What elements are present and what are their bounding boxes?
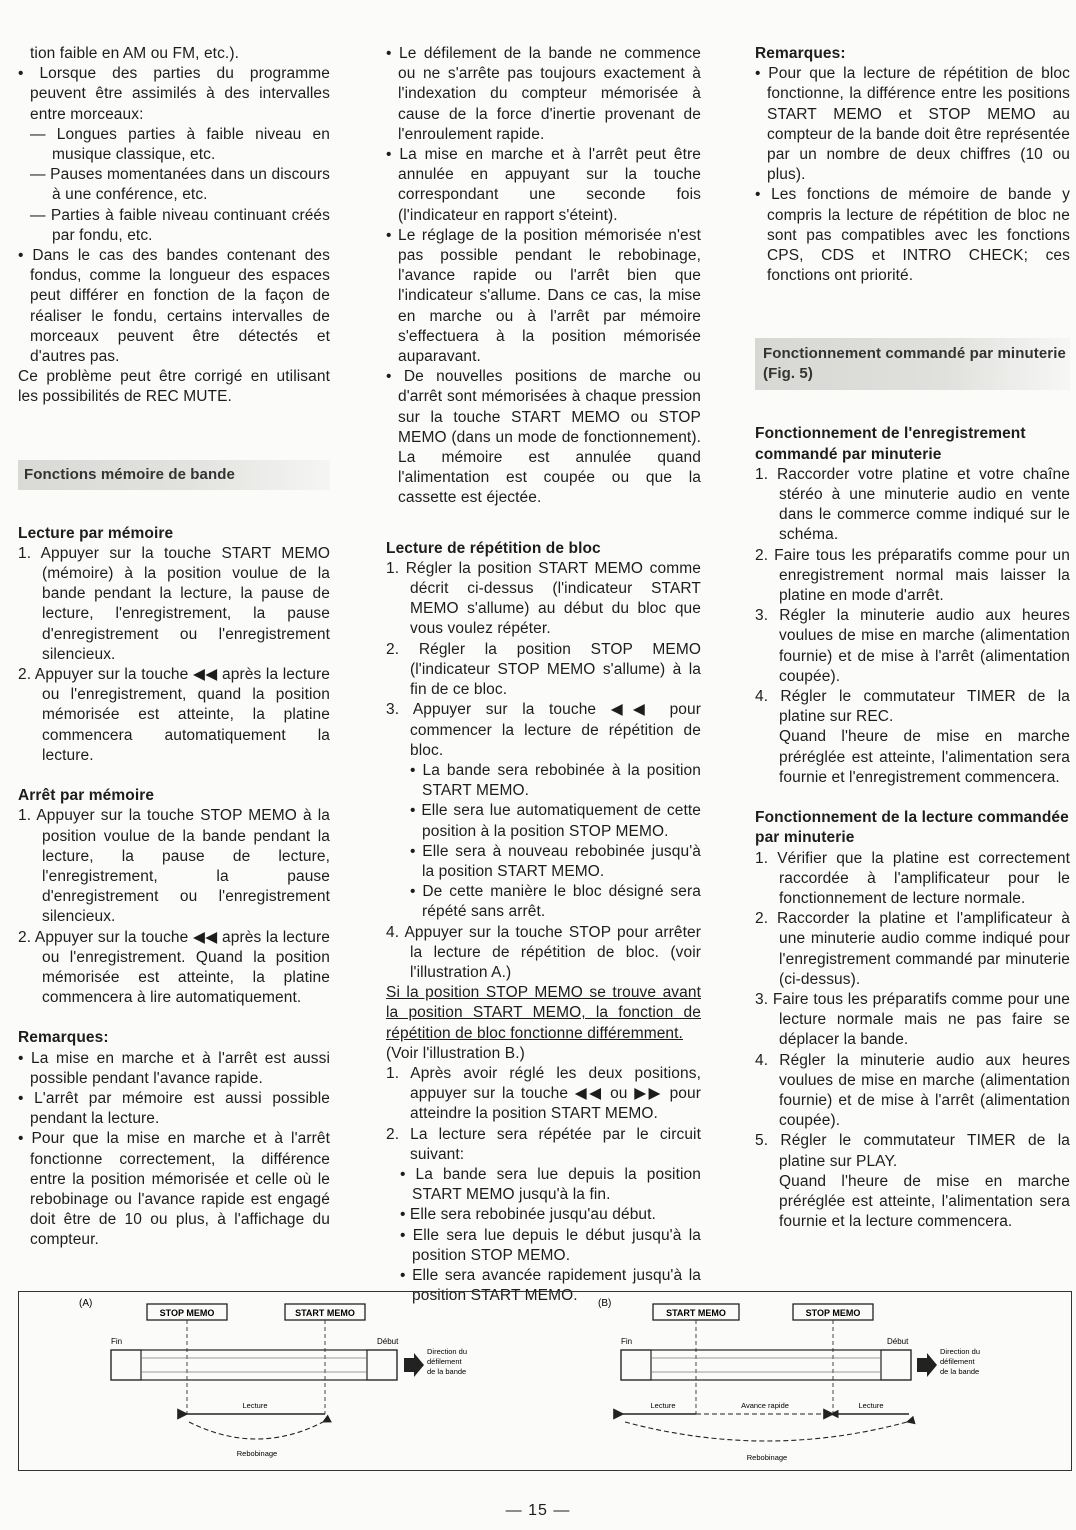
underlined-note: Si la position STOP MEMO se trouve avant la position START MEMO, la fonction de répétition de bloc fonctionne différemment. [386,984,701,1042]
numbered-item: 4. Régler le commutateur TIMER de la platine sur REC. [755,688,1070,726]
numbered-item: 1. Appuyer sur la touche START MEMO (mémoire) à la position voulue de la bande pendant la lecture, la pause de lecture, l'enregistrement, la pause d'enregistrement ou l'enregistrement silencieux. [18,544,330,663]
rewind-arc [189,1422,323,1439]
paragraph: (Voir l'illustration B.) [386,1044,525,1062]
tape-start-label: Début [887,1337,909,1346]
paragraph: tion faible en AM ou FM, etc.). [30,45,239,62]
numbered-item: 1. Régler la position START MEMO comme décrit ci-dessus (l'indicateur START MEMO s'allume) au début du bloc que vous voulez répéter. [386,559,701,638]
direction-line-1: Direction du [427,1347,468,1356]
bullet-item: • L'arrêt par mémoire est aussi possible pendant la lecture. [18,1089,330,1128]
numbered-item: 4. Régler la minuterie audio aux heures voulues de mise en marche (alimentation fournie) et de mise à l'arrêt (alimentation coupée). [755,1051,1070,1130]
subheading: Remarques: [18,1029,109,1047]
numbered-item: 1. Vérifier que la platine est correctement raccordée à l'amplificateur pour le fonctionnement de lecture normale. [755,849,1070,907]
numbered-item: 1. Appuyer sur la touche STOP MEMO à la position voulue de la bande pendant la lecture, la pause de lecture, l'enregistrement, la pause d'enregistrement ou l'enregistrement silencieux. [18,807,330,926]
dash-item: — Longues parties à faible niveau en musique classique, etc. [30,125,330,164]
tape-end-label: Fin [621,1337,633,1346]
sub-bullet-item: • Elle sera rebobinée jusqu'au début. [400,1206,656,1224]
subheading: Fonctionnement de la lecture commandée par minuterie [755,809,1069,847]
numbered-item: 1. Après avoir réglé les deux positions, appuyer sur la touche ◀◀ ou ▶▶ pour atteindre la position START MEMO. [386,1064,701,1123]
sub-bullet-item: • Elle sera lue automatiquement de cette position à la position STOP MEMO. [410,802,701,840]
numbered-item: 4. Appuyer sur la touche STOP pour arrêter la lecture de répétition de bloc. (voir l'illustration A.) [386,923,701,981]
sub-bullet-item: • Elle sera à nouveau rebobinée jusqu'à la position START MEMO. [410,842,701,880]
stop-memo-label: STOP MEMO [159,1308,215,1318]
play-label-1: Lecture [650,1401,676,1410]
direction-arrow-icon [917,1353,937,1377]
figure-drawing [19,1292,1070,1469]
tape-start-reel [367,1350,397,1380]
direction-line-1: Direction du [940,1347,981,1356]
sub-bullet-item: • Elle sera lue depuis le début jusqu'à la position STOP MEMO. [400,1226,701,1264]
sub-bullet-item: • Elle sera avancée rapidement jusqu'à la position START MEMO. [400,1266,701,1305]
diagram-b-label: (B) [598,1298,612,1309]
subheading: Fonctionnement de l'enregistrement commandé par minuterie [755,425,1026,463]
direction-arrow-icon [404,1353,424,1377]
numbered-item: 2. La lecture sera répétée par le circuit suivant: [386,1125,701,1163]
sub-bullet-item: • La bande sera lue depuis la position START MEMO jusqu'à la fin. [400,1165,701,1204]
rewind-arc [625,1422,907,1441]
subheading: Arrêt par mémoire [18,787,155,805]
subheading: Remarques: [755,45,846,62]
dash-item: — Parties à faible niveau continuant créés par fondu, etc. [30,206,330,244]
sub-bullet-item: • De cette manière le bloc désigné sera répété sans arrêt. [410,883,701,921]
sub-bullet-item: • La bande sera rebobinée à la position START MEMO. [410,761,701,800]
bullet-item: • De nouvelles positions de marche ou d'arrêt sont mémorisées à chaque pression sur la touche START MEMO ou STOP MEMO (dans un mode de fonctionnement). La mémoire est annulée quand l'alimentation est coupée ou que la cassette est éjectée. [386,368,701,507]
direction-line-2: défilement [940,1357,975,1366]
tape [621,1350,911,1380]
bullet-item: • Pour que la lecture de répétition de bloc fonctionne, la différence entre les positions START MEMO et STOP MEMO au compteur de la bande doit être représentée par un nombre de deux chiffres (10 ou plus). [755,65,1070,184]
numbered-item: 3. Faire tous les préparatifs comme pour une lecture normale mais ne pas faire se déplacer la bande. [755,990,1070,1049]
bullet-item: • La mise en marche et à l'arrêt est aussi possible pendant l'avance rapide. [18,1049,330,1087]
bullet-item: • Dans le cas des bandes contenant des fondus, comme la longueur des espaces peut différer en fonction de la façon de réaliser le fondu, certains intervalles de morceaux peuvent être détectés et d'autres pas. [18,247,330,366]
direction-line-3: de la bande [940,1367,980,1376]
numbered-item: 5. Régler le commutateur TIMER de la platine sur PLAY. [755,1132,1070,1170]
play-label: Lecture [242,1401,268,1410]
subheading: Lecture de répétition de bloc [386,539,601,557]
numbered-item: 1. Raccorder votre platine et votre chaîne stéréo à une minuterie audio en vente dans le commerce comme indiqué sur le schéma. [755,465,1070,544]
numbered-item: 2. Faire tous les préparatifs comme pour un enregistrement normal mais laisser la platine en mode d'arrêt. [755,546,1070,605]
bullet-item: • Pour que la mise en marche et à l'arrêt fonctionne correctement, la différence entre la position mémorisée et celle où le rebobinage ou l'avance rapide est engagé doit être de 10 ou plus, à l'affichage du compteur. [18,1130,330,1249]
bullet-item: • Lorsque des parties du programme peuvent être assimilés à des intervalles entre morceaux: [18,65,330,123]
numbered-item: 3. Régler la minuterie audio aux heures voulues de mise en marche (alimentation fournie) et de mise à l'arrêt (alimentation coupée). [755,607,1070,685]
diagram-a [79,1298,467,1458]
tape-start-reel [881,1350,911,1380]
dash-item: — Pauses momentanées dans un discours à une conférence, etc. [30,166,330,204]
block-repeat-figure [18,1291,1072,1471]
column-middle [386,44,701,1306]
direction-line-3: de la bande [427,1367,467,1376]
numbered-item: 2. Appuyer sur la touche ◀◀ après la lecture ou l'enregistrement, quand la position mémorisée est atteinte, la platine commencera automatiquement la lecture. [18,666,330,764]
page-number: — 15 — [505,1502,571,1519]
play-label-2: Lecture [858,1401,884,1410]
bullet-item: • Le défilement de la bande ne commence ou ne s'arrête pas toujours exactement à l'indexation du compteur mémorisée à cause de la force d'inertie provenant de l'enroulement rapide. [386,45,701,143]
start-memo-label: START MEMO [666,1308,726,1318]
tape-end-reel [621,1350,651,1380]
stop-memo-label: STOP MEMO [805,1308,861,1318]
subheading: Lecture par mémoire [18,524,174,542]
bullet-item: • Les fonctions de mémoire de bande y compris la lecture de répétition de bloc ne sont pas compatibles avec les fonctions CPS, CDS et INTRO CHECK; ces fonctions ont priorité. [755,186,1070,285]
section-heading: Fonctionnement commandé par minuterie (Fig. 5) [755,338,1070,390]
indented-paragraph: Quand l'heure de mise en marche préréglée est atteinte, l'alimentation sera fournie et l'enregistrement commencera. [779,728,1070,786]
start-memo-label: START MEMO [295,1308,355,1318]
tape-end-label: Fin [111,1337,123,1346]
numbered-item: 2. Régler la position STOP MEMO (l'indicateur STOP MEMO s'allume) à la fin de ce bloc. [386,640,701,699]
diagram-a-label: (A) [79,1298,93,1309]
direction-line-2: défilement [427,1357,462,1366]
bullet-item: • Le réglage de la position mémorisée n'est pas possible pendant le rebobinage, l'avance rapide ou l'arrêt bien que l'indicateur s'allume. Dans ce cas, la mise en marche ou à l'arrêt par mémoire s'effectuera à la position mémorisée auparavant. [386,226,701,366]
column-left [18,44,330,1251]
tape-end-reel [111,1350,141,1380]
section-heading: Fonctions mémoire de bande [18,460,330,490]
numbered-item: 2. Raccorder la platine et l'amplificateur à une minuterie audio comme indiqué pour l'enregistrement commandé par minuterie (ci-dessus). [755,910,1070,988]
diagram-b [598,1298,980,1462]
rewind-label: Rebobinage [236,1449,278,1458]
tape [111,1350,397,1380]
rewind-label: Rebobinage [746,1453,788,1462]
tape-start-label: Début [377,1337,399,1346]
numbered-item: 3. Appuyer sur la touche ◀◀ pour commencer la lecture de répétition de bloc. [386,701,701,759]
bullet-item: • La mise en marche et à l'arrêt peut être annulée en appuyant sur la touche correspondant une seconde fois (l'indicateur en rapport s'éteint). [386,146,701,224]
column-right [755,44,1070,1232]
indented-paragraph: Quand l'heure de mise en marche préréglée est atteinte, l'alimentation sera fournie et la lecture commencera. [779,1172,1070,1231]
numbered-item: 2. Appuyer sur la touche ◀◀ après la lecture ou l'enregistrement. Quand la position mémorisée est atteinte, la platine commencera à lire automatiquement. [18,928,330,1007]
paragraph: Ce problème peut être corrigé en utilisant les possibilités de REC MUTE. [18,368,330,406]
fast-forward-label: Avance rapide [741,1401,789,1410]
